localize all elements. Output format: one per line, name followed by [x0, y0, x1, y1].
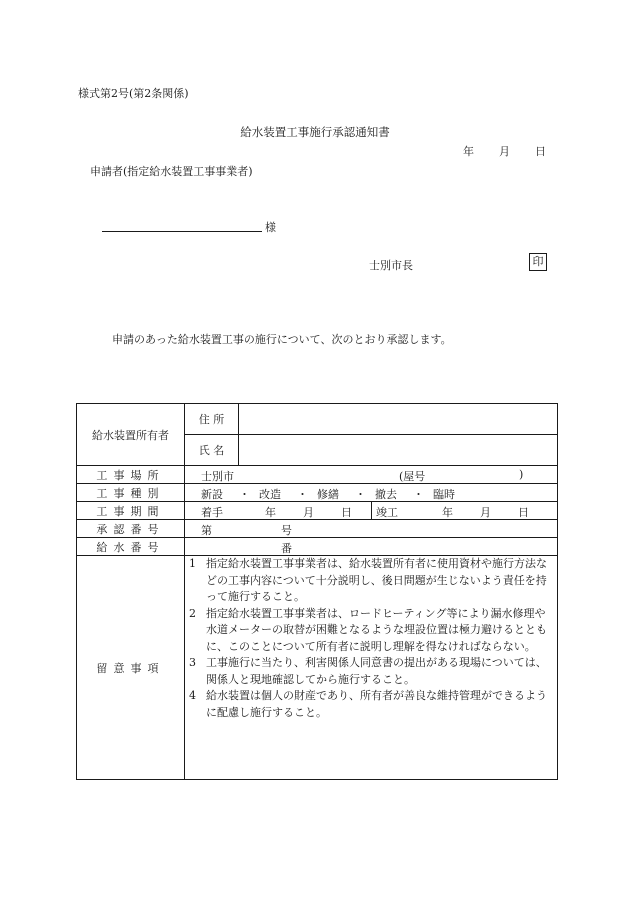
owner-label: 給水装置所有者	[77, 404, 185, 466]
note-item: 1 指定給水装置工事事業者は、給水装置所有者に使用資材や施行方法などの工事内容について十分説明し、後日問題が生じないよう責任を持って施行すること。	[189, 557, 547, 603]
date-month-label: 月	[499, 145, 510, 158]
note-item: 3 工事施行に当たり、利害関係人同意書の提出がある現場については、関係人と現地確認してから施行すること。	[189, 656, 547, 686]
end-day: 日	[518, 506, 529, 519]
honorific: 様	[265, 221, 276, 234]
water-number-label: 給水番号	[77, 538, 185, 556]
mayor-label: 士別市長	[369, 259, 413, 272]
note-item: 4 給水装置は個人の財産であり、所有者が善良な維持管理ができるように配慮し施行すること。	[189, 689, 547, 719]
approval-number-label: 承認番号	[77, 520, 185, 538]
name-field[interactable]	[239, 435, 558, 466]
start-day: 日	[341, 506, 352, 519]
end-label: 竣工	[376, 506, 398, 519]
start-label: 着手	[201, 506, 223, 519]
type-options	[185, 484, 558, 502]
note-item: 2 指定給水装置工事事業者は、ロードヒーティング等により漏水修理や水道メーターの取替が困難となるような埋設位置は極力避けるとともに、このことについて所有者に説明し理解を得なければならない。	[189, 606, 547, 653]
site-city: 士別市	[201, 470, 234, 483]
site-field[interactable]	[185, 466, 558, 484]
start-year: 年	[265, 506, 276, 519]
period-label: 工事期間	[77, 502, 185, 520]
water-number-field[interactable]	[185, 538, 558, 556]
end-field[interactable]	[372, 502, 558, 520]
type-sep: ・	[297, 488, 308, 501]
start-month: 月	[303, 506, 314, 519]
approval-suffix: 号	[281, 524, 292, 537]
type-repair[interactable]: 修繕	[317, 488, 339, 501]
address-label: 住 所	[185, 404, 239, 435]
date-day-label: 日	[535, 145, 546, 158]
type-sep: ・	[413, 488, 424, 501]
seal-mark: 印	[529, 253, 547, 271]
type-temporary[interactable]: 臨時	[433, 488, 455, 501]
approval-statement: 申請のあった給水装置工事の施行について、次のとおり承認します。	[112, 333, 452, 346]
addressee-line	[102, 231, 262, 232]
type-sep: ・	[355, 488, 366, 501]
type-label: 工事種別	[77, 484, 185, 502]
water-suffix: 番	[281, 542, 292, 555]
end-year: 年	[442, 506, 453, 519]
document-title: 給水装置工事施行承認通知書	[240, 125, 390, 139]
notes-label: 留意事項	[77, 556, 185, 780]
start-field[interactable]	[185, 502, 372, 520]
type-remove[interactable]: 撤去	[375, 488, 397, 501]
end-month: 月	[480, 506, 491, 519]
name-label: 氏 名	[185, 435, 239, 466]
site-house-open: (屋号	[399, 470, 426, 483]
type-sep: ・	[239, 488, 250, 501]
approval-prefix: 第	[201, 524, 212, 537]
notes-list	[185, 556, 558, 780]
approval-table	[76, 403, 558, 780]
site-label: 工事場所	[77, 466, 185, 484]
applicant-label: 申請者(指定給水装置工事事業者)	[90, 165, 253, 178]
type-new[interactable]: 新設	[201, 488, 223, 501]
site-house-close: )	[519, 468, 524, 481]
form-number: 様式第2号(第2条関係)	[78, 87, 189, 100]
type-modify[interactable]: 改造	[259, 488, 281, 501]
approval-number-field[interactable]	[185, 520, 558, 538]
address-field[interactable]	[239, 404, 558, 435]
date-year-label: 年	[463, 145, 474, 158]
